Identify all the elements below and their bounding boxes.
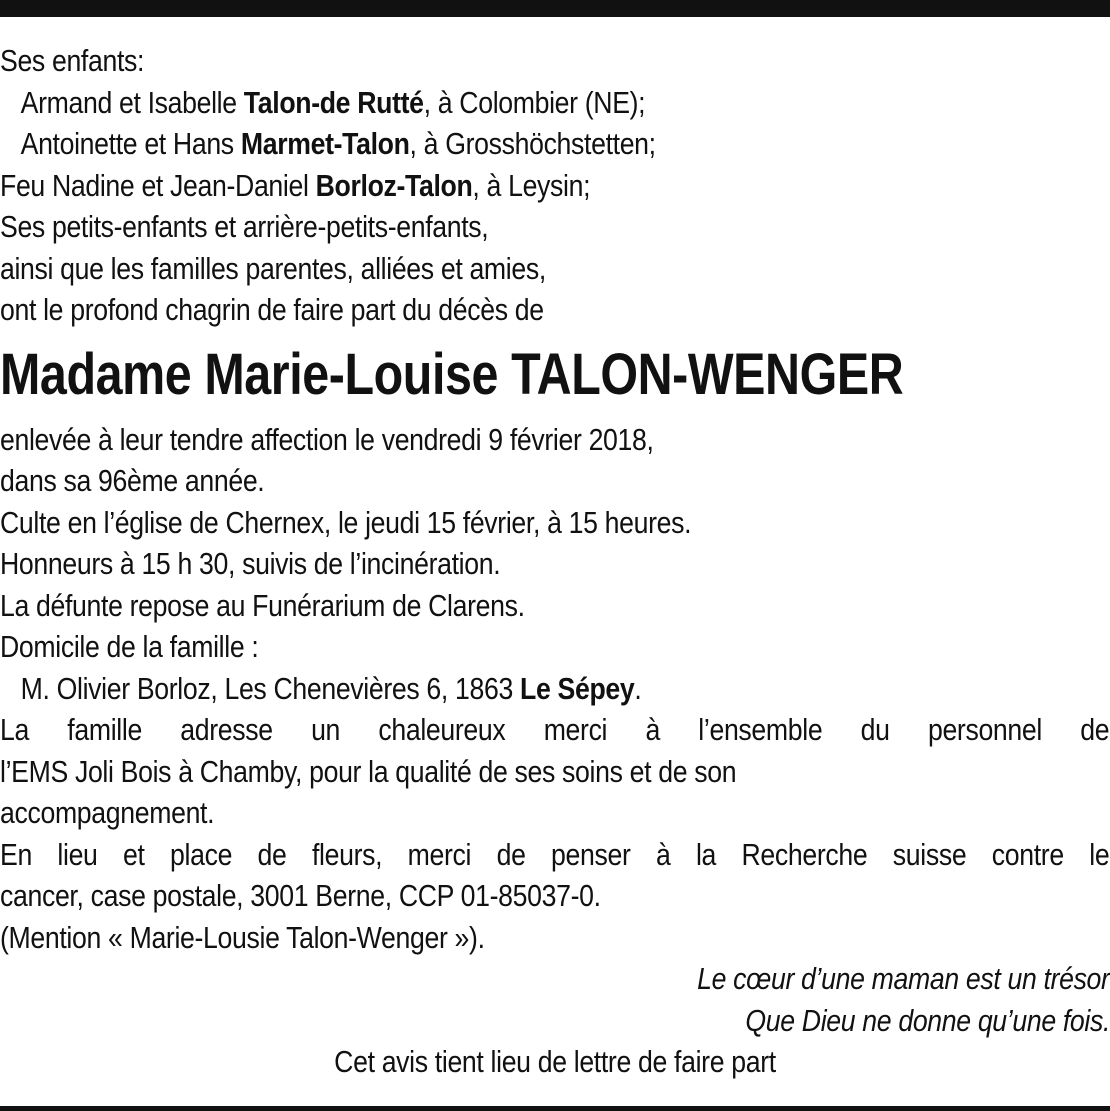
donation-word: la <box>695 836 717 872</box>
child-1-surname: Talon-de Rutté <box>243 84 424 120</box>
child-3-surname: Borloz-Talon <box>315 167 473 203</box>
quote-line-2 <box>0 1000 1110 1042</box>
quote-line-1 <box>0 958 1110 1000</box>
donation-word: penser <box>551 836 631 872</box>
quote-text-1: Le cœur d’une maman est un trésor <box>697 961 1110 996</box>
thanks-line-3: accompagnement. <box>0 795 215 830</box>
top-border-rule <box>0 0 1110 17</box>
donation-word: Recherche <box>741 836 868 872</box>
footer-line <box>0 1041 1110 1083</box>
child-3-place: , à Leysin; <box>472 167 591 203</box>
donation-word: à <box>655 836 671 872</box>
thanks-word: La <box>0 712 29 747</box>
donation-word: contre <box>991 836 1064 872</box>
age-line: dans sa 96ème année. <box>0 463 265 498</box>
thanks-word: adresse <box>180 712 273 747</box>
thanks-line-2: l’EMS Joli Bois à Chamby, pour la qualité de ses soins et de son <box>0 753 737 789</box>
child-3-line <box>0 165 955 207</box>
donation-line-2: cancer, case postale, 3001 Berne, CCP 01-85037-0. <box>0 878 601 913</box>
footer-text: Cet avis tient lieu de lettre de faire part <box>334 1044 776 1079</box>
relatives-line: ainsi que les familles parentes, alliées et amies, <box>0 250 546 286</box>
child-2-surname: Marmet-Talon <box>240 126 410 161</box>
donation-word: merci <box>407 836 472 872</box>
child-1-place: , à Colombier (NE); <box>423 84 646 120</box>
child-1-line <box>0 82 955 124</box>
donation-word: et <box>123 836 145 872</box>
honours-line: Honneurs à 15 h 30, suivis de l’incinération. <box>0 546 501 581</box>
quote-text-2: Que Dieu ne donne qu’une fois. <box>745 1002 1110 1038</box>
rest-line: La défunte repose au Funérarium de Clarens. <box>0 587 525 623</box>
child-3-names: Feu Nadine et Jean-Daniel <box>0 167 316 203</box>
donation-word: suisse <box>892 836 967 872</box>
domicile-address-line <box>0 668 955 710</box>
thanks-word: du <box>860 712 890 747</box>
obituary-notice <box>0 40 1110 1083</box>
thanks-word: merci <box>543 712 608 747</box>
child-2-line <box>0 123 955 165</box>
donation-word: place <box>170 836 233 872</box>
domicile-address: M. Olivier Borloz, Les Chenevières 6, 1863 <box>20 670 521 706</box>
donation-line-1-words <box>0 834 1109 876</box>
announcement-line: ont le profond chagrin de faire part du décès de <box>0 292 544 327</box>
domicile-label: Domicile de la famille : <box>0 629 259 664</box>
donation-line-3: (Mention « Marie-Lousie Talon-Wenger »). <box>0 919 485 955</box>
domicile-town: Le Sépey <box>520 670 635 706</box>
family-intro: Ses enfants: <box>0 43 145 78</box>
thanks-line-1-words <box>0 709 1109 751</box>
child-2-names: Antoinette et Hans <box>20 126 241 161</box>
child-1-names: Armand et Isabelle <box>20 84 244 120</box>
thanks-word: de <box>1080 712 1110 747</box>
donation-line-1 <box>0 834 1110 876</box>
thanks-word: un <box>311 712 341 747</box>
thanks-word: l’ensemble <box>698 712 823 747</box>
donation-word: de <box>496 836 526 872</box>
donation-word: fleurs, <box>311 836 383 872</box>
donation-word: de <box>257 836 287 872</box>
donation-word: le <box>1089 836 1110 872</box>
thanks-word: personnel <box>927 712 1042 747</box>
deceased-name-heading: Madame Marie-Louise TALON-WENGER <box>0 341 904 407</box>
donation-word: En <box>0 836 32 872</box>
thanks-word: à <box>645 712 660 747</box>
thanks-line-1 <box>0 709 1110 751</box>
grandchildren-line: Ses petits-enfants et arrière-petits-enfants, <box>0 209 489 244</box>
thanks-word: famille <box>67 712 142 747</box>
donation-word: lieu <box>57 836 98 872</box>
domicile-end: . <box>634 670 642 706</box>
child-2-place: , à Grosshöchstetten; <box>409 126 656 161</box>
death-date-line: enlevée à leur tendre affection le vendredi 9 février 2018, <box>0 421 654 457</box>
service-line: Culte en l’église de Chernex, le jeudi 15 février, à 15 heures. <box>0 504 692 540</box>
thanks-word: chaleureux <box>378 712 506 747</box>
bottom-border-rule <box>0 1106 1110 1111</box>
